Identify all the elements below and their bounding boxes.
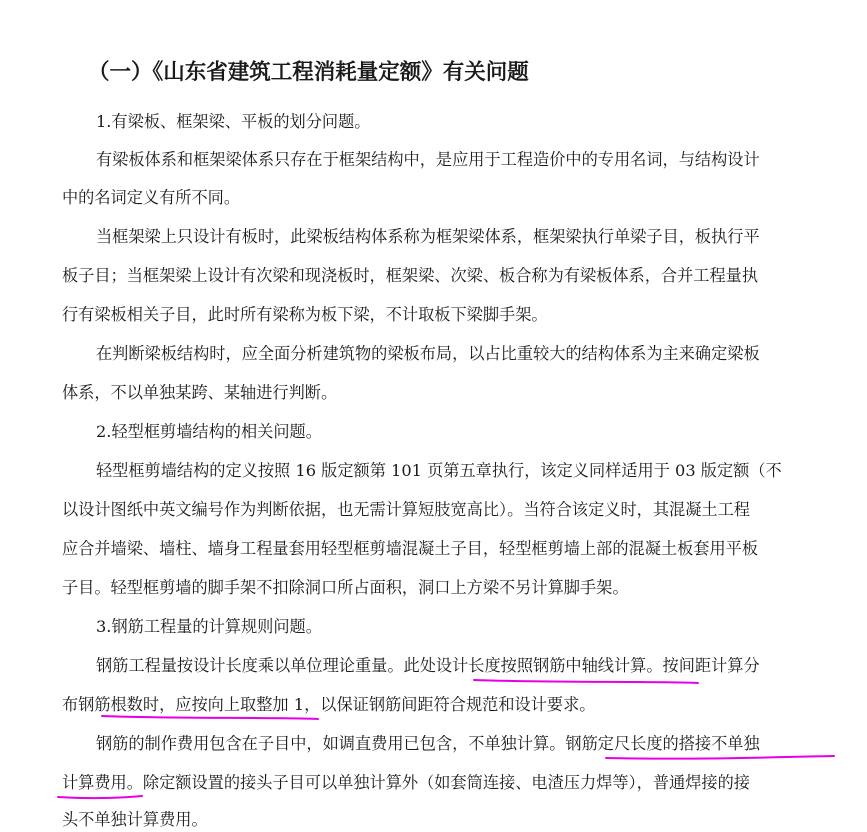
paragraph-line: 头不单独计算费用。: [62, 810, 208, 829]
paragraph-line: 钢筋工程量按设计长度乘以单位理论重量。此处设计长度按照钢筋中轴线计算。按间距计算分: [96, 656, 760, 675]
paragraph-line: 中的名词定义有所不同。: [62, 188, 241, 207]
heading-item-2: 2.轻型框剪墙结构的相关问题。: [96, 422, 322, 441]
section-title: （一）《山东省建筑工程消耗量定额》有关问题: [88, 60, 529, 85]
heading-item-3: 3.钢筋工程量的计算规则问题。: [96, 617, 322, 636]
paragraph-line: 当框架梁上只设计有板时，此梁板结构体系称为框架梁体系，框架梁执行单梁子目，板执行平: [96, 227, 760, 246]
paragraph-line: 子目。轻型框剪墙的脚手架不扣除洞口所占面积，洞口上方梁不另计算脚手架。: [62, 578, 629, 597]
paragraph-line: 有梁板体系和框架梁体系只存在于框架结构中，是应用于工程造价中的专用名词，与结构设计: [96, 150, 760, 169]
paragraph-line: 体系，不以单独某跨、某轴进行判断。: [62, 383, 338, 402]
underline-design-length: [474, 680, 698, 683]
paragraph-line: 钢筋的制作费用包含在子目中，如调直费用已包含，不单独计算。钢筋定尺长度的搭接不单独: [96, 734, 760, 753]
paragraph-line: 轻型框剪墙结构的定义按照 16 版定额第 101 页第五章执行，该定义同样适用于 03 版定额（不: [96, 461, 782, 480]
paragraph-line: 布钢筋根数时，应按向上取整加 1，以保证钢筋间距符合规范和设计要求。: [62, 695, 596, 714]
paragraph-line: 以设计图纸中英文编号作为判断依据，也无需计算短肢宽高比）。当符合该定义时，其混凝土工程: [62, 500, 750, 519]
underline-calc-fee: [58, 796, 142, 798]
paragraph-line: 计算费用。除定额设置的接头子目可以单独计算外（如套筒连接、电渣压力焊等），普通焊接的接: [62, 773, 750, 792]
paragraph-line: 行有梁板相关子目，此时所有梁称为板下梁，不计取板下梁脚手架。: [62, 305, 548, 324]
paragraph-line: 在判断梁板结构时，应全面分析建筑物的梁板布局，以占比重较大的结构体系为主来确定梁板: [96, 344, 760, 363]
heading-item-1: 1.有梁板、框架梁、平板的划分问题。: [96, 112, 371, 131]
paragraph-line: 应合并墙梁、墙柱、墙身工程量套用轻型框剪墙混凝土子目，轻型框剪墙上部的混凝土板套用平板: [62, 539, 759, 558]
underline-lap-splice: [606, 756, 834, 759]
paragraph-line: 板子目；当框架梁上设计有次梁和现浇板时，框架梁、次梁、板合称为有梁板体系，合并工程量执: [62, 266, 759, 285]
